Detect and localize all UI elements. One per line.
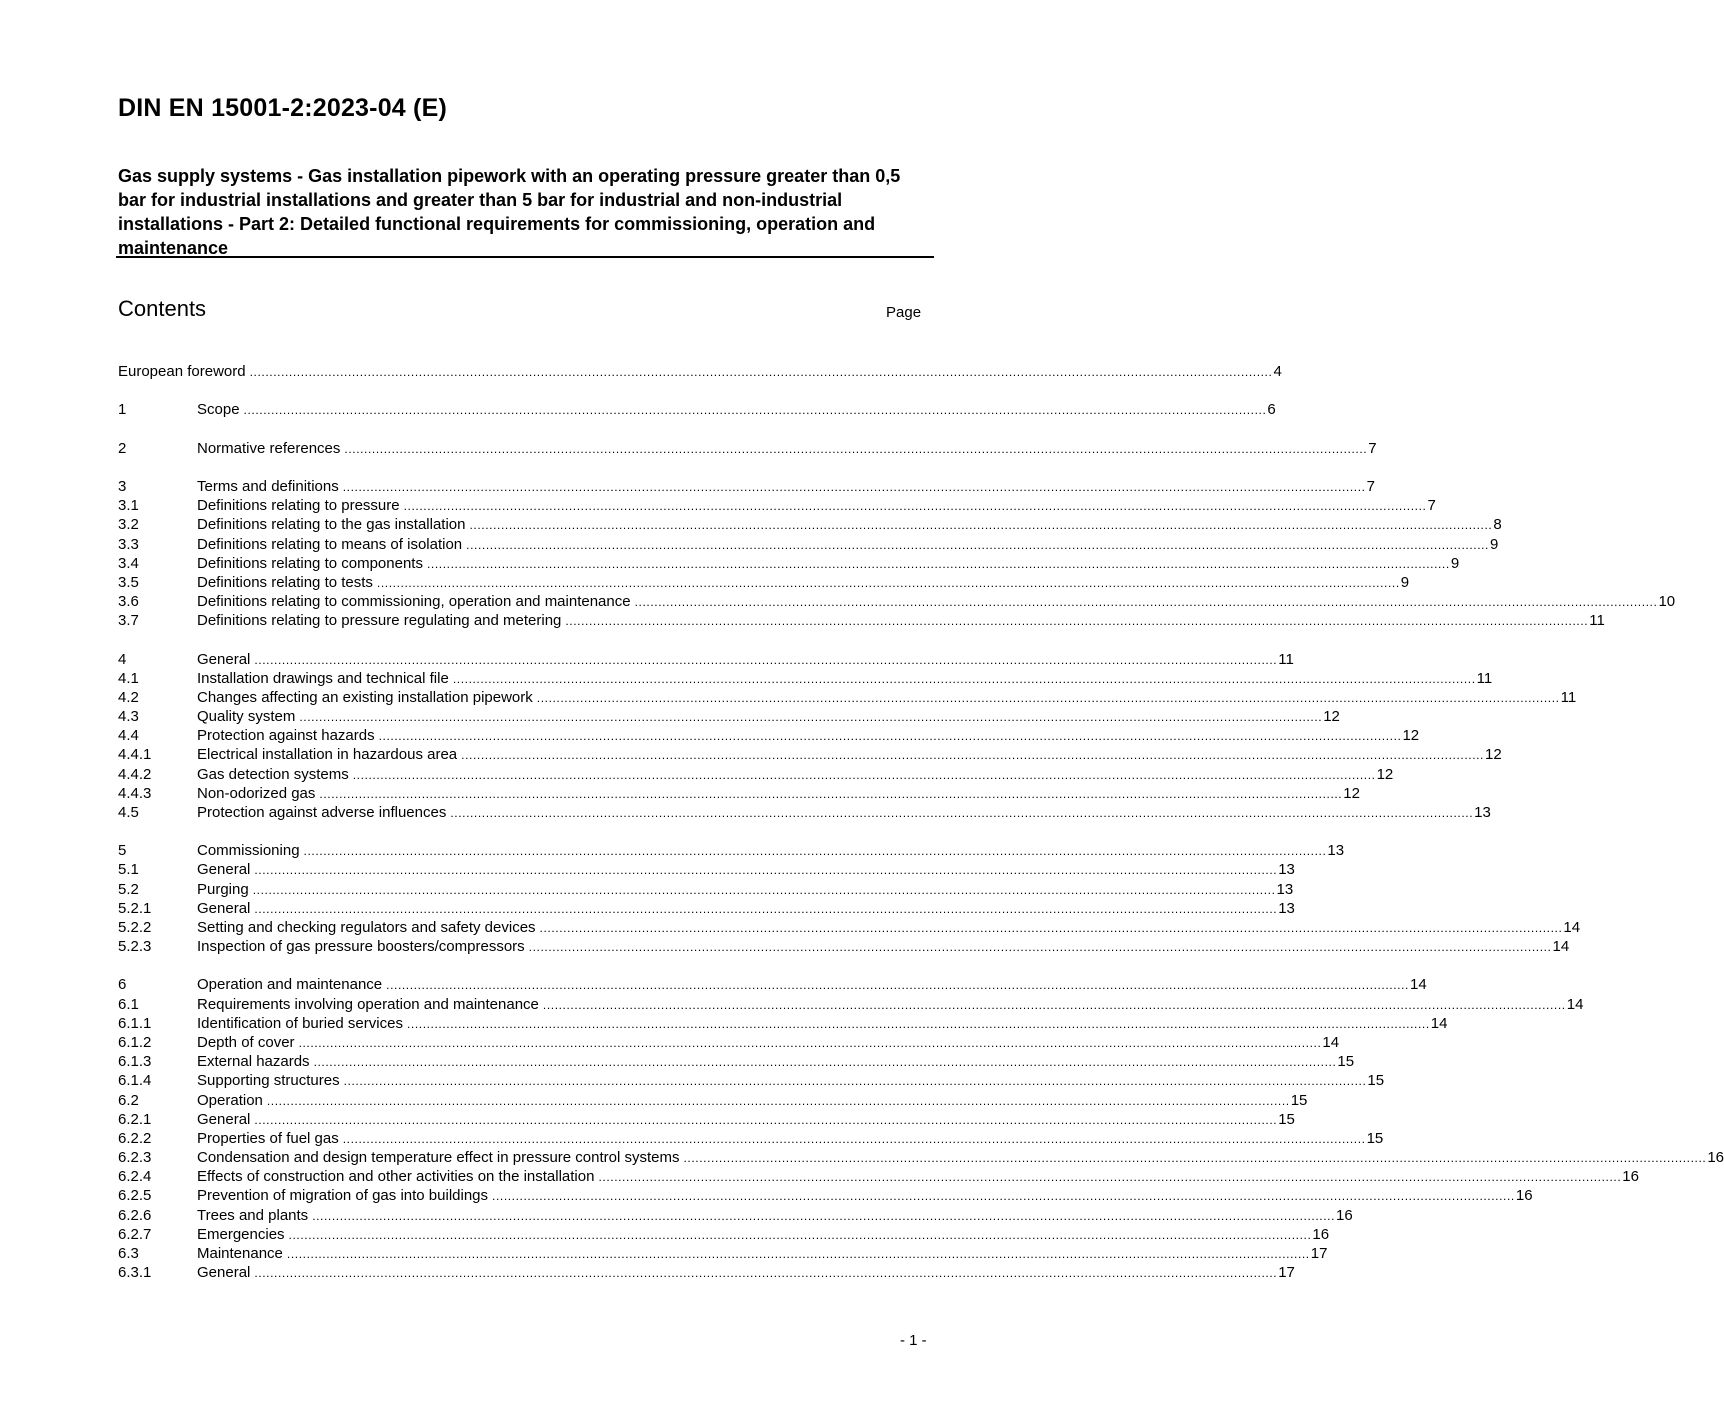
toc-entry-page: 14 — [1552, 938, 1570, 956]
toc-entry[interactable] — [118, 400, 1276, 419]
toc-entry[interactable] — [118, 669, 1493, 688]
toc-entry-page: 16 — [1707, 1149, 1724, 1166]
toc-entry-title: Protection against hazards — [197, 727, 375, 745]
toc-entry[interactable] — [118, 726, 1420, 745]
toc-entry-number: 6 — [118, 976, 127, 994]
toc-entry-number: 5.2.2 — [118, 918, 152, 936]
dot-leader: .................................................................................................................................................................................................................................................................... — [243, 403, 1267, 418]
dot-leader: .................................................................................................................................................................................................................................................................... — [312, 1208, 1336, 1223]
toc-entry-number: 4.1 — [118, 669, 139, 687]
toc-entry-number: 3.3 — [118, 535, 139, 553]
toc-entry-page: 8 — [1493, 516, 1502, 534]
toc-entry[interactable] — [118, 1244, 1328, 1263]
toc-entry-number: 3.1 — [118, 497, 139, 515]
toc-entry[interactable] — [118, 477, 1375, 496]
toc-entry[interactable] — [118, 611, 1605, 630]
toc-entry-title: Gas detection systems — [197, 765, 349, 783]
toc-entry-number: 1 — [118, 401, 127, 419]
toc-entry-number: 6.1.4 — [118, 1072, 152, 1090]
dot-leader: .................................................................................................................................................................................................................................................................... — [528, 940, 1552, 955]
toc-entry-page: 16 — [1336, 1206, 1353, 1224]
toc-entry-page: 15 — [1337, 1053, 1355, 1071]
toc-entry[interactable] — [118, 937, 1570, 956]
dot-leader: .................................................................................................................................................................................................................................................................... — [378, 729, 1402, 744]
toc-entry-number: 6.3.1 — [118, 1264, 152, 1281]
dot-leader: .................................................................................................................................................................................................................................................................... — [461, 748, 1484, 763]
toc-entry-number: 4.4.1 — [118, 746, 152, 764]
toc-entry-number: 5.1 — [118, 861, 139, 879]
toc-entry-title: Definitions relating to pressure regulating and metering — [197, 612, 562, 630]
toc-entry-number: 6.2.1 — [118, 1110, 152, 1128]
dot-leader: .................................................................................................................................................................................................................................................................... — [565, 614, 1589, 629]
toc-entry-title: General — [197, 899, 251, 917]
toc-entry-title: Definitions relating to commissioning, operation and maintenance — [197, 593, 631, 610]
toc-entry-page: 16 — [1622, 1168, 1639, 1186]
toc-entry-number: 6.1.1 — [118, 1014, 152, 1032]
toc-entry-title: Electrical installation in hazardous area — [197, 746, 458, 764]
toc-entry-page: 15 — [1290, 1091, 1308, 1109]
dot-leader: .................................................................................................................................................................................................................................................................... — [342, 480, 1366, 494]
toc-entry-number: 3.7 — [118, 612, 139, 630]
dot-leader: .................................................................................................................................................................................................................................................................... — [266, 1093, 1290, 1108]
toc-entry-title: Identification of buried services — [197, 1014, 403, 1032]
toc-entry-title: Maintenance — [197, 1244, 283, 1262]
dot-leader: .................................................................................................................................................................................................................................................................... — [376, 575, 1400, 590]
dot-leader: .................................................................................................................................................................................................................................................................... — [403, 499, 1427, 514]
toc-entry[interactable] — [118, 1225, 1330, 1244]
toc-entry-number: 6.2.5 — [118, 1187, 152, 1205]
contents-heading: Contents — [118, 296, 207, 321]
toc-entry-page: 15 — [1367, 1072, 1385, 1090]
dot-leader: .................................................................................................................................................................................................................................................................... — [598, 1170, 1622, 1185]
dot-leader: .................................................................................................................................................................................................................................................................... — [286, 1246, 1310, 1261]
toc-entry[interactable] — [118, 841, 1345, 860]
toc-entry-page: 12 — [1402, 727, 1420, 745]
toc-entry-number: 3.6 — [118, 593, 139, 610]
toc-entry[interactable] — [118, 1129, 1384, 1148]
toc-entry-number: 5.2 — [118, 880, 139, 898]
dot-leader: .................................................................................................................................................................................................................................................................... — [299, 710, 1323, 725]
toc-entry-title: Definitions relating to tests — [197, 573, 373, 591]
toc-entry-number: 4.4.2 — [118, 765, 152, 783]
dot-leader: .................................................................................................................................................................................................................................................................... — [386, 978, 1409, 993]
dot-leader: .................................................................................................................................................................................................................................................................... — [288, 1227, 1312, 1242]
dot-leader: .................................................................................................................................................................................................................................................................... — [536, 690, 1560, 705]
toc-entry-number: 4.4.3 — [118, 784, 152, 802]
toc-entry-page: 14 — [1566, 995, 1584, 1013]
dot-leader: .................................................................................................................................................................................................................................................................... — [344, 441, 1368, 456]
document-id: DIN EN 15001-2:2023-04 (E) — [118, 94, 447, 122]
toc-entry-title: Supporting structures — [197, 1072, 340, 1090]
toc-entry-title: Terms and definitions — [197, 478, 339, 495]
toc-entry-title: Operation and maintenance — [197, 976, 383, 994]
dot-leader: .................................................................................................................................................................................................................................................................... — [319, 786, 1343, 801]
toc-entry-title: Protection against adverse influences — [197, 803, 447, 821]
dot-leader: .................................................................................................................................................................................................................................................................... — [466, 537, 1489, 552]
toc-entry-title: General — [197, 1110, 251, 1128]
toc-entry-number: 5.2.3 — [118, 938, 152, 956]
dot-leader: .................................................................................................................................................................................................................................................................... — [352, 767, 1376, 782]
toc-entry-page: 4 — [1273, 363, 1282, 380]
toc-entry[interactable] — [118, 1014, 1448, 1033]
toc-entry-page: 14 — [1322, 1033, 1340, 1051]
dot-leader: .................................................................................................................................................................................................................................................................... — [303, 844, 1327, 859]
toc-entry-title: Prevention of migration of gas into buildings — [197, 1187, 489, 1205]
page-column-label: Page — [886, 304, 922, 321]
toc-entry[interactable] — [118, 535, 1499, 554]
toc-entry-page: 11 — [1589, 612, 1605, 630]
toc-entry-number: 4.2 — [118, 688, 139, 706]
toc-entry[interactable] — [118, 573, 1410, 592]
toc-entry-number: 3.2 — [118, 516, 139, 534]
toc-entry-page: 11 — [1476, 669, 1493, 687]
toc-entry[interactable] — [118, 362, 1282, 381]
dot-leader: .................................................................................................................................................................................................................................................................... — [343, 1074, 1367, 1089]
toc-entry[interactable] — [118, 995, 1584, 1014]
toc-entry[interactable] — [118, 765, 1394, 784]
dot-leader: .................................................................................................................................................................................................................................................................... — [254, 863, 1278, 878]
toc-entry-title: Scope — [197, 401, 240, 419]
toc-entry[interactable] — [118, 1206, 1353, 1225]
toc-entry-number: 2 — [118, 439, 127, 457]
toc-entry-page: 17 — [1310, 1244, 1328, 1262]
dot-leader: .................................................................................................................................................................................................................................................................... — [342, 1131, 1366, 1146]
dot-leader: .................................................................................................................................................................................................................................................................... — [452, 671, 1476, 686]
toc-entry-title: Definitions relating to pressure — [197, 497, 400, 515]
toc-entry-page: 12 — [1323, 708, 1340, 726]
toc-entry[interactable] — [118, 745, 1502, 764]
toc-entry-number: 6.3 — [118, 1244, 139, 1262]
toc-entry-title: Effects of construction and other activities on the installation — [197, 1168, 595, 1186]
toc-entry-page: 13 — [1278, 899, 1295, 917]
toc-entry-number: 6.2.3 — [118, 1149, 152, 1166]
toc-entry-title: Properties of fuel gas — [197, 1129, 339, 1147]
toc-entry[interactable] — [118, 439, 1377, 458]
toc-entry-number: 5 — [118, 842, 127, 860]
toc-entry-number: 4.4 — [118, 727, 139, 745]
toc-entry-title: Purging — [197, 880, 249, 898]
toc-entry-title: Setting and checking regulators and safety devices — [197, 918, 536, 936]
toc-entry[interactable] — [118, 975, 1427, 994]
toc-entry[interactable] — [118, 1110, 1295, 1129]
toc-entry-title: General — [197, 650, 251, 668]
document-title: Gas supply systems - Gas installation pipework with an operating pressure greater than 0,5 bar for industrial installations and greater than 5 bar for industrial and non-industrial installations - Part 2: Detailed functional requirements for commissioning, operation and maintenance — [118, 166, 901, 258]
toc-entry-page: 14 — [1563, 918, 1581, 936]
toc-entry-title: Requirements involving operation and maintenance — [197, 995, 539, 1013]
toc-entry-page: 15 — [1366, 1129, 1384, 1147]
toc-entry-title: Changes affecting an existing installation pipework — [197, 688, 533, 706]
toc-entry-page: 13 — [1276, 880, 1294, 898]
title-divider — [116, 256, 934, 258]
toc-entry-number: 3.5 — [118, 573, 139, 591]
toc-entry-title: Depth of cover — [197, 1033, 295, 1051]
toc-entry[interactable] — [118, 880, 1294, 899]
toc-entry-page: 11 — [1560, 688, 1577, 706]
dot-leader: .................................................................................................................................................................................................................................................................... — [542, 997, 1566, 1012]
toc-entry-title: Installation drawings and technical file — [197, 669, 449, 687]
toc-entry-page: 12 — [1376, 765, 1394, 783]
toc-entry-title: General — [197, 1264, 251, 1281]
toc-entry[interactable] — [118, 554, 1460, 573]
toc-entry[interactable] — [118, 1033, 1340, 1052]
toc-entry-page: 7 — [1368, 439, 1377, 457]
toc-entry-number: 3 — [118, 478, 127, 495]
dot-leader: .................................................................................................................................................................................................................................................................... — [298, 1035, 1322, 1050]
toc-entry-number: 4.3 — [118, 708, 139, 726]
toc-entry-page: 12 — [1343, 784, 1360, 802]
toc-entry[interactable] — [118, 899, 1295, 918]
toc-entry-title: Inspection of gas pressure boosters/compressors — [197, 938, 525, 956]
toc-entry-title: General — [197, 861, 251, 879]
toc-entry[interactable] — [118, 650, 1294, 669]
toc-entry-page: 9 — [1400, 573, 1410, 591]
toc-entry-page: 14 — [1409, 976, 1427, 994]
toc-entry-number: 6.2.6 — [118, 1206, 152, 1224]
toc-entry[interactable] — [118, 918, 1581, 937]
toc-entry-page: 9 — [1490, 535, 1499, 553]
toc-entry[interactable] — [118, 707, 1340, 726]
toc-entry-number: 6.2 — [118, 1091, 139, 1109]
dot-leader: .................................................................................................................................................................................................................................................................... — [313, 1055, 1337, 1070]
dot-leader: .................................................................................................................................................................................................................................................................... — [254, 652, 1278, 667]
toc-entry-number: 6.1 — [118, 995, 139, 1013]
toc-entry-page: 14 — [1430, 1014, 1448, 1032]
toc-entry-page: 7 — [1427, 497, 1436, 515]
toc-entry-title: Emergencies — [197, 1225, 285, 1243]
dot-leader: .................................................................................................................................................................................................................................................................... — [254, 1112, 1278, 1127]
toc-entry-title: Definitions relating to components — [197, 554, 423, 572]
toc-entry-title: European foreword — [118, 363, 246, 380]
toc-entry-number: 6.1.2 — [118, 1033, 152, 1051]
dot-leader: .................................................................................................................................................................................................................................................................... — [252, 882, 1276, 897]
toc-entry-title: Condensation and design temperature effect in pressure control systems — [197, 1149, 680, 1166]
toc-entry[interactable] — [118, 860, 1295, 879]
toc-entry[interactable] — [118, 1167, 1639, 1186]
dot-leader: .................................................................................................................................................................................................................................................................... — [406, 1016, 1430, 1031]
dot-leader: .................................................................................................................................................................................................................................................................... — [634, 595, 1658, 609]
toc-entry[interactable] — [118, 496, 1436, 515]
dot-leader: .................................................................................................................................................................................................................................................................... — [254, 901, 1278, 916]
toc-entry-page: 13 — [1278, 861, 1295, 879]
dot-leader: .................................................................................................................................................................................................................................................................... — [539, 920, 1563, 935]
toc-entry[interactable] — [118, 1263, 1295, 1282]
dot-leader: .................................................................................................................................................................................................................................................................... — [426, 556, 1450, 571]
toc-entry-title: Commissioning — [197, 842, 300, 860]
toc-entry[interactable] — [118, 515, 1502, 534]
toc-entry-number: 4 — [118, 650, 127, 668]
toc-entry-title: Definitions relating to means of isolation — [197, 535, 463, 553]
dot-leader: .................................................................................................................................................................................................................................................................... — [249, 365, 1273, 379]
toc-entry[interactable] — [118, 1148, 1724, 1167]
dot-leader: .................................................................................................................................................................................................................................................................... — [683, 1151, 1707, 1165]
toc-entry-number: 6.2.4 — [118, 1168, 152, 1186]
toc-entry-page: 9 — [1450, 554, 1460, 572]
toc-entry-number: 4.5 — [118, 803, 139, 821]
toc-entry-number: 6.2.7 — [118, 1225, 152, 1243]
toc-entry-page: 13 — [1327, 842, 1345, 860]
dot-leader: .................................................................................................................................................................................................................................................................... — [469, 518, 1493, 533]
toc-entry-page: 15 — [1278, 1110, 1295, 1128]
toc-entry[interactable] — [118, 592, 1676, 611]
dot-leader: .................................................................................................................................................................................................................................................................... — [254, 1266, 1278, 1280]
toc-entry-page: 11 — [1278, 650, 1294, 668]
toc-entry-page: 7 — [1366, 478, 1375, 495]
toc-entry-title: Definitions relating to the gas installation — [197, 516, 466, 534]
toc-entry-number: 6.2.2 — [118, 1129, 152, 1147]
toc-entry-page: 16 — [1312, 1225, 1330, 1243]
toc-entry-title: Normative references — [197, 439, 341, 457]
toc-entry-title: Non-odorized gas — [197, 784, 316, 802]
toc-entry-number: 5.2.1 — [118, 899, 152, 917]
toc-entry[interactable] — [118, 1091, 1308, 1110]
toc-entry-page: 16 — [1515, 1187, 1533, 1205]
toc-entry[interactable] — [118, 803, 1491, 822]
toc-entry[interactable] — [118, 1186, 1533, 1205]
toc-entry[interactable] — [118, 1052, 1355, 1071]
toc-entry-title: External hazards — [197, 1053, 310, 1071]
toc-entry-title: Operation — [197, 1091, 263, 1109]
toc-entry-page: 12 — [1485, 746, 1502, 764]
dot-leader: .................................................................................................................................................................................................................................................................... — [450, 805, 1474, 820]
page-number: - 1 - — [900, 1332, 927, 1349]
toc-entry[interactable] — [118, 688, 1577, 707]
toc-entry[interactable] — [118, 784, 1360, 803]
toc-entry-title: Quality system — [197, 708, 296, 726]
toc-entry-page: 17 — [1278, 1264, 1295, 1281]
toc-entry-page: 6 — [1267, 401, 1276, 419]
toc-entry-title: Trees and plants — [197, 1206, 309, 1224]
toc-entry-number: 3.4 — [118, 554, 139, 572]
toc-entry[interactable] — [118, 1071, 1385, 1090]
dot-leader: .................................................................................................................................................................................................................................................................... — [492, 1189, 1515, 1204]
toc-entry-page: 13 — [1474, 803, 1491, 821]
toc-entry-number: 6.1.3 — [118, 1053, 152, 1071]
toc-entry-page: 10 — [1658, 593, 1676, 610]
